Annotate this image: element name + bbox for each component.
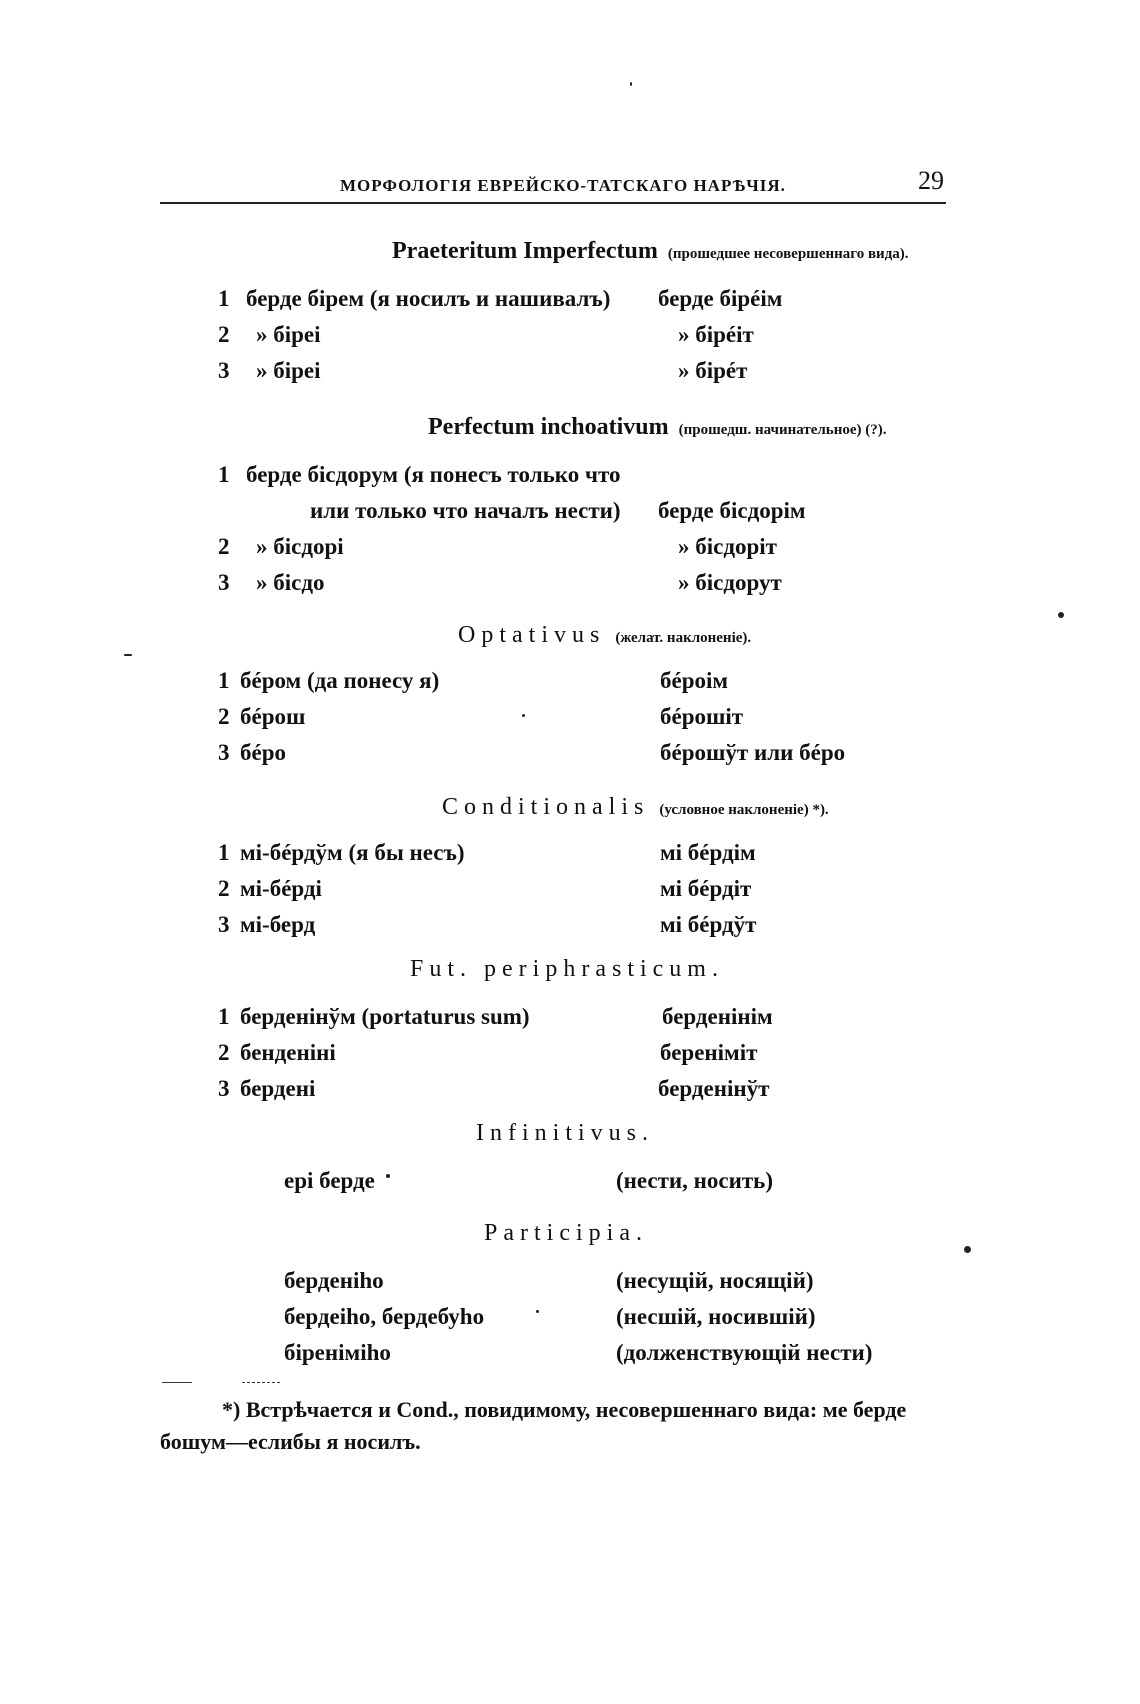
row-plural: берденінім — [662, 1004, 773, 1029]
row-plural: мі бéрдім — [660, 840, 756, 865]
row-plural: бéрошўт или бéро — [660, 740, 846, 765]
row-gloss: (нести, носить) — [616, 1168, 773, 1193]
row-plural: берде бірéім — [658, 286, 783, 311]
row-form: біреніміho — [284, 1340, 391, 1365]
paradigm-row — [218, 286, 783, 312]
footnote-rule — [242, 1382, 280, 1383]
section-heading-optativus — [458, 622, 751, 649]
paradigm-row — [218, 840, 756, 866]
row-number: 2 — [218, 876, 230, 901]
row-singular: » бірei — [256, 322, 321, 347]
page-number: 29 — [918, 166, 944, 195]
ink-speck — [630, 82, 632, 86]
paradigm-row — [218, 668, 729, 694]
section-title: Participia. — [484, 1220, 648, 1246]
header-rule — [160, 202, 946, 204]
section-title: Fut. periphrasticum. — [410, 956, 724, 982]
section-subtitle: (желат. наклоненіе). — [615, 630, 752, 646]
section-title: Infinitivus. — [476, 1120, 654, 1146]
row-singular: бéро — [240, 740, 286, 765]
row-singular: мі-бéрді — [240, 876, 322, 901]
row-singular: мі-берд — [240, 912, 316, 937]
section-subtitle: (прошедш. начинательное) (?). — [678, 422, 887, 438]
row-plural: мі бéрдўт — [660, 912, 757, 937]
section-title: Praeteritum Imperfectum — [392, 238, 658, 264]
row-singular: берде бірем (я носилъ и нашивалъ) — [246, 286, 611, 311]
row-number: 2 — [218, 704, 230, 729]
row-plural: » бісдоріт — [678, 534, 777, 559]
paradigm-row — [218, 1040, 758, 1066]
paradigm-row — [218, 912, 757, 938]
paradigm-row — [218, 570, 782, 596]
paradigm-row — [218, 462, 621, 488]
section-heading-infinitivus — [476, 1120, 654, 1147]
row-plural: мі бéрдіт — [660, 876, 752, 901]
row-singular: » бісдорі — [256, 534, 344, 559]
paradigm-row — [218, 534, 777, 560]
running-title: МОРФОЛОГІЯ ЕВРЕЙСКО-ТАТСКАГО НАРѢЧІЯ. — [340, 176, 786, 195]
row-number: 3 — [218, 912, 230, 937]
paradigm-row — [218, 358, 748, 384]
row-singular: бердені — [240, 1076, 316, 1101]
row-number: 1 — [218, 668, 230, 693]
row-gloss: (долженствующій нести) — [616, 1340, 873, 1365]
paradigm-row — [218, 876, 752, 902]
row-number: 1 — [218, 462, 230, 487]
section-title: Conditionalis — [442, 794, 650, 820]
row-plural: береніміт — [660, 1040, 758, 1065]
row-number: 1 — [218, 840, 230, 865]
section-title: Perfectum inchoativum — [428, 414, 669, 440]
paradigm-row — [284, 1268, 814, 1294]
row-singular: или только что началъ нести) — [310, 498, 621, 523]
row-plural: бéроім — [660, 668, 729, 693]
section-subtitle: (условное наклоненіе) *). — [659, 802, 829, 818]
row-number: 3 — [218, 740, 230, 765]
section-heading-perfectum — [428, 414, 887, 441]
row-plural: бéрошіт — [660, 704, 744, 729]
row-number: 3 — [218, 358, 230, 383]
section-heading-participia — [484, 1220, 648, 1247]
row-number: 2 — [218, 322, 230, 347]
section-subtitle: (прошедшее несовершеннаго вида). — [667, 246, 909, 262]
row-plural: » бірéiт — [678, 322, 754, 347]
ink-speck — [386, 1174, 390, 1178]
row-form: берденіho — [284, 1268, 384, 1293]
ink-speck — [536, 1310, 539, 1313]
row-gloss: (несшій, носившій) — [616, 1304, 816, 1329]
paradigm-row — [284, 1304, 816, 1330]
paradigm-row — [218, 704, 744, 730]
paradigm-row — [218, 1076, 770, 1102]
row-singular: бéрош — [240, 704, 306, 729]
ink-speck — [964, 1246, 971, 1253]
paradigm-row — [218, 740, 846, 766]
section-heading-conditionalis — [442, 794, 829, 821]
row-plural: берденінўт — [658, 1076, 770, 1101]
row-singular: берденінўм (portaturus sum) — [240, 1004, 530, 1029]
footnote-rule — [162, 1382, 192, 1383]
row-plural: » бісдорут — [678, 570, 782, 595]
footnote: *) Встрѣчается и Cond., повидимому, несовершеннаго вида: ме берде бошум—еслибы я носилъ. — [160, 1397, 907, 1454]
row-singular: » бісдо — [256, 570, 325, 595]
row-plural: берде бісдорім — [658, 498, 806, 523]
row-form: бердеіho, бердебуho — [284, 1304, 485, 1329]
row-number: 2 — [218, 1040, 230, 1065]
paradigm-row — [284, 1340, 873, 1366]
row-form: ері берде — [284, 1168, 375, 1193]
row-singular: бенденіні — [240, 1040, 336, 1065]
row-number: 1 — [218, 286, 230, 311]
row-singular: бéром (да понесу я) — [240, 668, 440, 693]
paradigm-row — [284, 1168, 773, 1194]
row-plural: » бірéт — [678, 358, 748, 383]
paradigm-row — [218, 1004, 773, 1030]
row-singular: мі-бéрдўм (я бы несъ) — [240, 840, 465, 865]
row-number: 2 — [218, 534, 230, 559]
row-number: 1 — [218, 1004, 230, 1029]
ink-speck — [522, 714, 525, 717]
paradigm-row — [218, 322, 754, 348]
row-gloss: (несущій, носящій) — [616, 1268, 814, 1293]
row-singular: » бірei — [256, 358, 321, 383]
row-number: 3 — [218, 1076, 230, 1101]
row-number: 3 — [218, 570, 230, 595]
ink-speck — [124, 654, 132, 656]
section-heading-praeteritum — [392, 238, 909, 265]
section-heading-futurum — [410, 956, 724, 983]
section-title: Optativus — [458, 622, 606, 648]
row-singular: берде бісдорум (я понесъ только что — [246, 462, 621, 487]
ink-speck — [1058, 612, 1064, 618]
